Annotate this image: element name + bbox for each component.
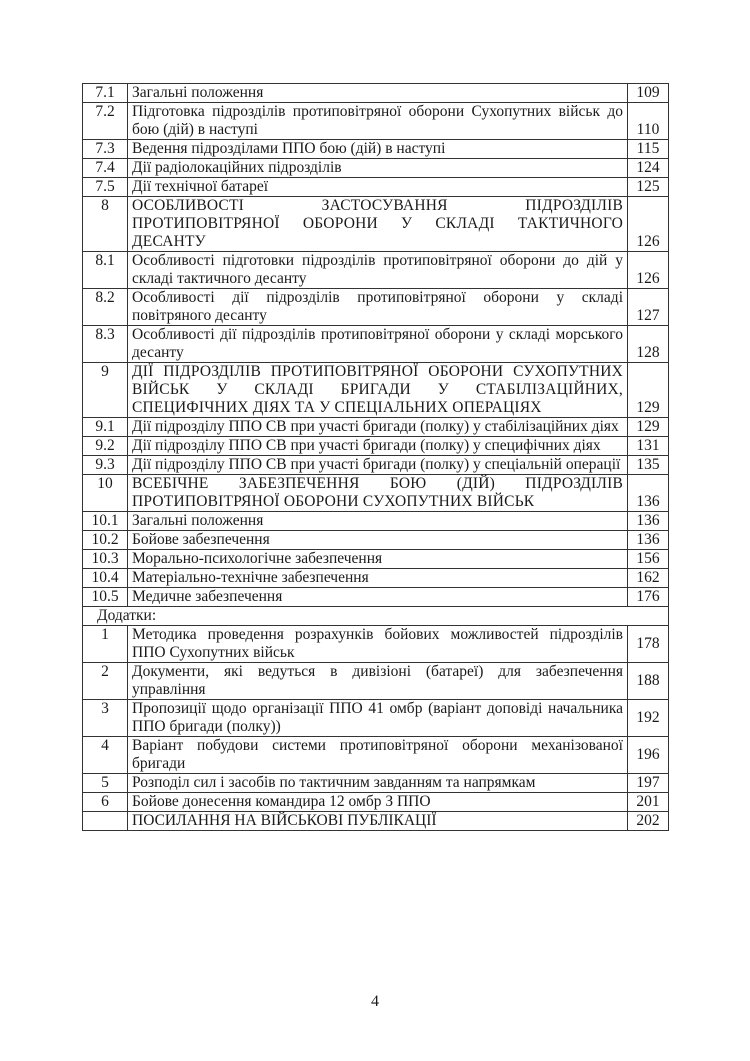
toc-row-title: Документи, які ведуться в дивізіоні (батареї) для забезпечення управління	[128, 663, 628, 700]
toc-row-title: Ведення підрозділами ППО бою (дій) в наступі	[128, 140, 628, 159]
toc-row-title: ОСОБЛИВОСТІ ЗАСТОСУВАННЯ ПІДРОЗДІЛІВ ПРОТИПОВІТРЯНОЇ ОБОРОНИ У СКЛАДІ ТАКТИЧНОГО ДЕСАНТУ	[128, 197, 628, 252]
toc-row-title: ПОСИЛАННЯ НА ВІЙСЬКОВІ ПУБЛІКАЦІЇ	[128, 812, 628, 831]
toc-row-title: Дії підрозділу ППО СВ при участі бригади (полку) у спеціальній операції	[128, 456, 628, 475]
toc-row-number: 8.3	[83, 326, 128, 363]
toc-row-title: Морально-психологічне забезпечення	[128, 550, 628, 569]
toc-row-number: 9.2	[83, 437, 128, 456]
toc-row	[83, 626, 669, 663]
toc-row-number: 10.4	[83, 569, 128, 588]
toc-row-page: 125	[628, 178, 669, 197]
toc-row-title: Бойове донесення командира 12 омбр З ППО	[128, 793, 628, 812]
toc-row-page: 131	[628, 437, 669, 456]
toc-row-page: 109	[628, 84, 669, 103]
toc-row	[83, 793, 669, 812]
toc-row-number: 10.5	[83, 588, 128, 607]
toc-row-number: 10.3	[83, 550, 128, 569]
toc-row-title: Бойове забезпечення	[128, 531, 628, 550]
toc-row-page: 197	[628, 774, 669, 793]
toc-row-title: Медичне забезпечення	[128, 588, 628, 607]
toc-row-number: 7.3	[83, 140, 128, 159]
toc-row-page: 136	[628, 475, 669, 512]
toc-row-title: Особливості дії підрозділів протиповітряної оборони у складі повітряного десанту	[128, 289, 628, 326]
toc-row-title: Матеріально-технічне забезпечення	[128, 569, 628, 588]
toc-row-title: Методика проведення розрахунків бойових можливостей підрозділів ППО Сухопутних військ	[128, 626, 628, 663]
toc-row-page: 126	[628, 197, 669, 252]
toc-row-title: Дії радіолокаційних підрозділів	[128, 159, 628, 178]
toc-row-number: 5	[83, 774, 128, 793]
toc-row-title: Загальні положення	[128, 512, 628, 531]
toc-row	[83, 252, 669, 289]
toc-row	[83, 663, 669, 700]
toc-row	[83, 774, 669, 793]
toc-row	[83, 512, 669, 531]
toc-row-page: 128	[628, 326, 669, 363]
toc-row-number: 9.1	[83, 418, 128, 437]
toc-row-title: Підготовка підрозділів протиповітряної оборони Сухопутних військ до бою (дій) в наступі	[128, 103, 628, 140]
toc-row-page: 176	[628, 588, 669, 607]
toc-row-page: 136	[628, 512, 669, 531]
toc-row-number: 7.1	[83, 84, 128, 103]
page-number: 4	[371, 993, 379, 1010]
toc-row-number: 7.5	[83, 178, 128, 197]
toc-row-page: 188	[628, 663, 669, 700]
toc-row-title: Загальні положення	[128, 84, 628, 103]
toc-row-page: 201	[628, 793, 669, 812]
toc-row-title: Особливості дії підрозділів протиповітряної оборони у складі морського десанту	[128, 326, 628, 363]
toc-row-number: 4	[83, 737, 128, 774]
toc-row-number: 10.1	[83, 512, 128, 531]
toc-row-title: Варіант побудови системи протиповітряної оборони механізованої бригади	[128, 737, 628, 774]
toc-row-number: 9.3	[83, 456, 128, 475]
table-of-contents	[82, 83, 669, 831]
toc-row	[83, 178, 669, 197]
toc-row-page: 129	[628, 418, 669, 437]
toc-row-page: 135	[628, 456, 669, 475]
toc-row	[83, 700, 669, 737]
toc-row-title: Розподіл сил і засобів по тактичним завданням та напрямкам	[128, 774, 628, 793]
toc-row	[83, 475, 669, 512]
toc-row-number: 6	[83, 793, 128, 812]
toc-row	[83, 737, 669, 774]
toc-row-number: 1	[83, 626, 128, 663]
toc-row	[83, 159, 669, 178]
toc-row-page: 196	[628, 737, 669, 774]
toc-row-page: 127	[628, 289, 669, 326]
toc-row-title: Особливості підготовки підрозділів протиповітряної оборони до дій у складі тактичного десанту	[128, 252, 628, 289]
toc-row	[83, 550, 669, 569]
toc-row	[83, 289, 669, 326]
toc-row-page: 156	[628, 550, 669, 569]
toc-row	[83, 140, 669, 159]
toc-row-page: 136	[628, 531, 669, 550]
toc-row-page: 115	[628, 140, 669, 159]
toc-row-title: Дії підрозділу ППО СВ при участі бригади (полку) у специфічних діях	[128, 437, 628, 456]
toc-row-number: 8	[83, 197, 128, 252]
toc-row	[83, 363, 669, 418]
toc-row	[83, 456, 669, 475]
toc-row	[83, 103, 669, 140]
appendix-header-row	[83, 607, 669, 626]
toc-row-page: 192	[628, 700, 669, 737]
toc-row-page: 129	[628, 363, 669, 418]
toc-row-title: ДІЇ ПІДРОЗДІЛІВ ПРОТИПОВІТРЯНОЇ ОБОРОНИ СУХОПУТНИХ ВІЙСЬК У СКЛАДІ БРИГАДИ У СТАБІЛІЗАЦІЙНИХ, СПЕЦИФІЧНИХ ДІЯХ ТА У СПЕЦІАЛЬНИХ ОПЕРАЦІЯХ	[128, 363, 628, 418]
toc-row	[83, 812, 669, 831]
toc-row-number: 10	[83, 475, 128, 512]
toc-row-page: 202	[628, 812, 669, 831]
toc-row-number: 7.4	[83, 159, 128, 178]
toc-row-page: 124	[628, 159, 669, 178]
toc-row	[83, 197, 669, 252]
toc-body	[83, 84, 669, 831]
toc-row-title: Дії технічної батареї	[128, 178, 628, 197]
appendix-header: Додатки:	[83, 607, 669, 626]
toc-row-number: 8.1	[83, 252, 128, 289]
toc-row	[83, 531, 669, 550]
toc-row-page: 110	[628, 103, 669, 140]
toc-row-page: 126	[628, 252, 669, 289]
toc-row-page: 162	[628, 569, 669, 588]
toc-row	[83, 569, 669, 588]
toc-row	[83, 437, 669, 456]
toc-row	[83, 84, 669, 103]
toc-row-number: 10.2	[83, 531, 128, 550]
toc-row-title: Дії підрозділу ППО СВ при участі бригади (полку) у стабілізаційних діях	[128, 418, 628, 437]
toc-row-number: 2	[83, 663, 128, 700]
toc-row-number	[83, 812, 128, 831]
toc-row-title: ВСЕБІЧНЕ ЗАБЕЗПЕЧЕННЯ БОЮ (ДІЙ) ПІДРОЗДІЛІВ ПРОТИПОВІТРЯНОЇ ОБОРОНИ СУХОПУТНИХ ВІЙСЬК	[128, 475, 628, 512]
toc-row-number: 3	[83, 700, 128, 737]
toc-row	[83, 418, 669, 437]
toc-row-page: 178	[628, 626, 669, 663]
toc-row	[83, 588, 669, 607]
toc-row	[83, 326, 669, 363]
toc-row-title: Пропозиції щодо організації ППО 41 омбр (варіант доповіді начальника ППО бригади (полку))	[128, 700, 628, 737]
toc-row-number: 8.2	[83, 289, 128, 326]
toc-row-number: 9	[83, 363, 128, 418]
toc-row-number: 7.2	[83, 103, 128, 140]
